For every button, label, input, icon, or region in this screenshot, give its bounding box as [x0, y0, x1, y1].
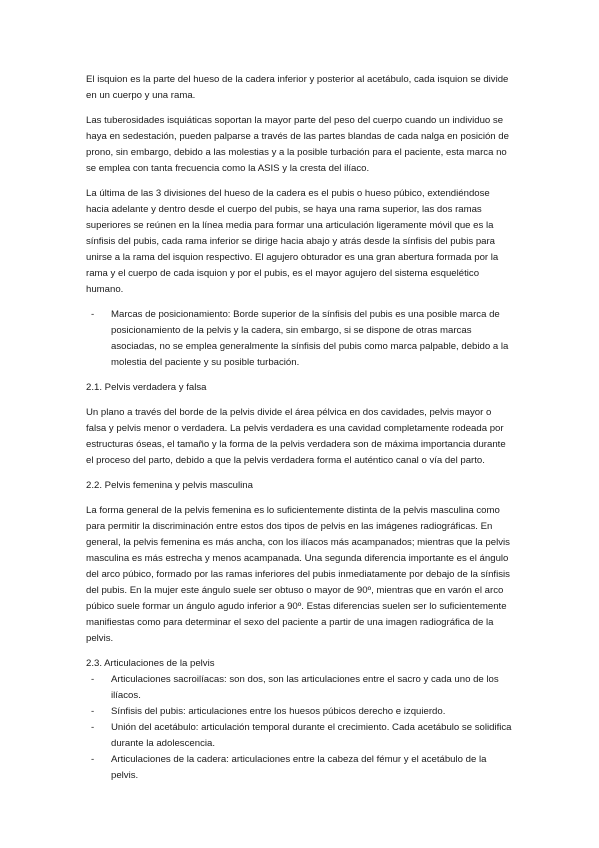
bullet-dash: - — [91, 722, 95, 733]
paragraph-isquion: El isquion es la parte del hueso de la cadera inferior y posterior al acetábulo, cada isquion se divide en un cuerpo y una rama. — [86, 74, 509, 101]
bullet-dash: - — [91, 674, 95, 685]
list-item-text: Sínfisis del pubis: articulaciones entre los huesos púbicos derecho e izquierdo. — [111, 706, 446, 717]
paragraph-tuberosidades: Las tuberosidades isquiáticas soportan la mayor parte del peso del cuerpo cuando un individuo se haya en sedestación, pueden palparse a través de las partes blandas de cada nalga en posición de prono, sin embargo, debido a las molestias y a la posible turbación para el paciente, esta marca no se emplea con tanta frecuencia como la ASIS y la cresta del ilíaco. — [86, 115, 509, 174]
list-item-text: Unión del acetábulo: articulación temporal durante el crecimiento. Cada acetábulo se solidifica durante la adolescencia. — [111, 722, 512, 749]
paragraph-pelvis-femenina: La forma general de la pelvis femenina es lo suficientemente distinta de la pelvis masculina como para permitir la discriminación entre estos dos tipos de pelvis en las imágenes radiográficas. En general, la pelvis femenina es más ancha, con los ilíacos más acampanados; mientras que la pelvis masculina es más estrecha y menos acampanada. Una segunda diferencia importante es el ángulo del arco púbico, formado por las ramas inferiores del pubis inmediatamente por debajo de la sínfisis del pubis. En la mujer este ángulo suele ser obtuso o mayor de 90º, mientras que en varón el arco púbico suele formar un ángulo agudo inferior a 90º. Estas diferencias suelen ser lo suficientemente manifiestas como para determinar el sexo del paciente a partir de una imagen radiográfica de la pelvis. — [86, 505, 510, 644]
bullet-dash: - — [91, 706, 95, 717]
list-item — [86, 672, 513, 704]
list-item — [86, 752, 513, 784]
list-item — [86, 720, 513, 752]
list-articulaciones — [86, 672, 513, 784]
list-item-text: Articulaciones sacroilíacas: son dos, son las articulaciones entre el sacro y cada uno de los ilíacos. — [111, 674, 499, 701]
heading-section-2-1: 2.1. Pelvis verdadera y falsa — [86, 382, 207, 393]
bullet-text: Marcas de posicionamiento: Borde superior de la sínfisis del pubis es una posible marca de posicionamiento de la pelvis y la cadera, sin embargo, si se dispone de otras marcas asociadas, no se emplea generalmente la sínfisis del pubis como marca palpable, debido a la molestia del paciente y su posible turbación. — [111, 309, 509, 368]
heading-section-2-2: 2.2. Pelvis femenina y pelvis masculina — [86, 480, 253, 491]
bullet-dash: - — [91, 309, 95, 320]
bullet-dash: - — [91, 754, 95, 765]
list-item — [86, 704, 513, 720]
list-item-text: Articulaciones de la cadera: articulaciones entre la cabeza del fémur y el acetábulo de la pelvis. — [111, 754, 487, 781]
bullet-marcas-posicionamiento — [86, 307, 513, 371]
paragraph-pelvis-verdadera: Un plano a través del borde de la pelvis divide el área pélvica en dos cavidades, pelvis mayor o falsa y pelvis menor o verdadera. La pelvis verdadera es una cavidad completamente rodeada por estructuras óseas, el tamaño y la forma de la pelvis verdadera son de máxima importancia durante el proceso del parto, debido a que la pelvis verdadera forma el auténtico canal o vía del parto. — [86, 407, 506, 466]
heading-section-2-3: 2.3. Articulaciones de la pelvis — [86, 658, 215, 669]
paragraph-pubis: La última de las 3 divisiones del hueso de la cadera es el pubis o hueso púbico, extendiéndose hacia adelante y dentro desde el cuerpo del pubis, se haya una rama superior, las dos ramas superiores se reúnen en la línea media para formar una articulación ligeramente móvil que es la sínfisis del pubis, cada rama inferior se dirige hacia abajo y atrás desde la sínfisis del pubis para unirse a la rama del isquion respectivo. El agujero obturador es una gran abertura formada por la rama y el cuerpo de cada isquion y por el pubis, es el mayor agujero del sistema esquelético humano. — [86, 188, 499, 295]
